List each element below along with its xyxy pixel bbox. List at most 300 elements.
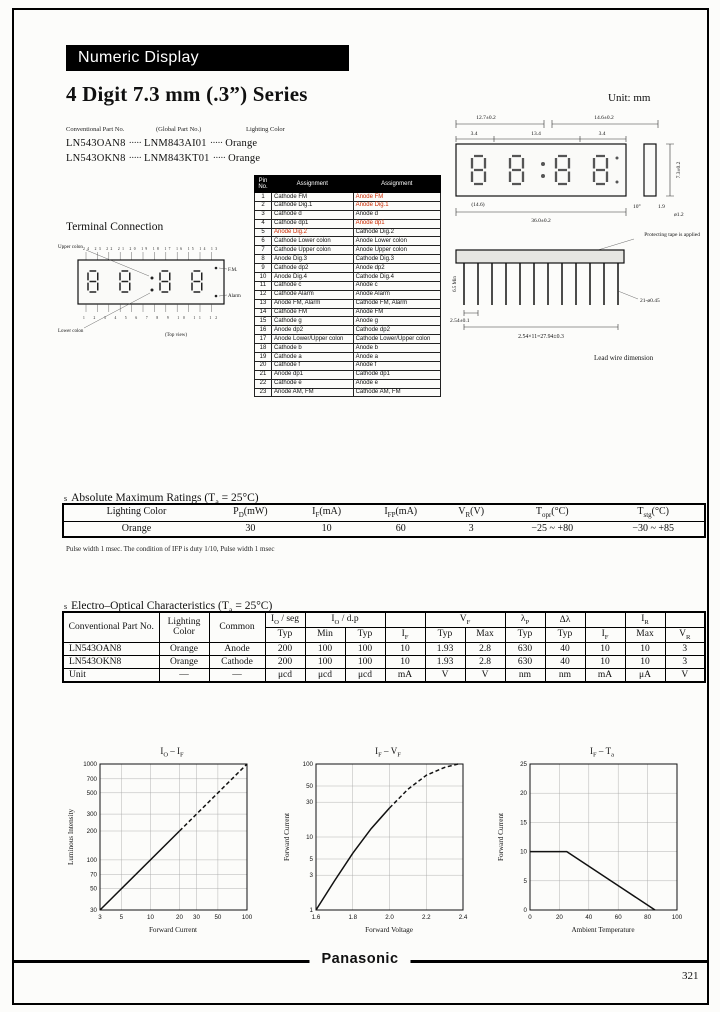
eoc-part-cell: Unit [63, 668, 159, 682]
chart-forward-current-vs-ambient-temperature [492, 742, 698, 954]
eoc-vf-header: $V_F$ [425, 612, 505, 627]
pin-number-cell: 21 [255, 370, 272, 379]
pin-number-cell: 1 [255, 193, 272, 202]
dim-6-5-min: 6.5 Min [453, 276, 458, 292]
chart-grid [530, 764, 677, 910]
part-number-block [66, 126, 346, 166]
svg-text:5: 5 [523, 877, 527, 885]
pin-table-row [255, 264, 441, 273]
eoc-value-cell: 1.93 [425, 642, 465, 655]
part-number-row [66, 151, 346, 166]
pin-no-header: Pin No. [255, 176, 272, 193]
top-view-label: (Top view) [164, 333, 188, 338]
pin-table-header-row [255, 176, 441, 193]
eoc-value-cell: V [465, 668, 505, 682]
electro-optical-characteristics-table [62, 611, 706, 683]
part-number-row [66, 136, 346, 151]
eoc-value-cell: 630 [505, 655, 545, 668]
assignment-2-cell: Cathode Dig.3 [353, 255, 440, 264]
eoc-subheader: Typ [545, 627, 585, 642]
section-header-label: Numeric Display [78, 49, 199, 66]
amr-column-header: $I_F(mA)$ [292, 504, 361, 521]
eoc-lambda-p-header: $\lambda_P$ [505, 612, 545, 627]
eoc-row [63, 655, 705, 668]
eoc-subheader: Typ [505, 627, 545, 642]
lighting-color-header: Lighting Color [246, 126, 285, 133]
eoc-table-body [63, 642, 705, 682]
eoc-color-cell: — [159, 668, 209, 682]
eoc-value-cell: 10 [385, 642, 425, 655]
eoc-value-cell: V [425, 668, 465, 682]
svg-text:20: 20 [555, 914, 563, 921]
eoc-value-cell: 2.8 [465, 642, 505, 655]
lower-colon-label: Lower colon [58, 329, 84, 334]
eoc-value-cell: 40 [545, 655, 585, 668]
pin-number-cell: 16 [255, 326, 272, 335]
svg-text:1000: 1000 [83, 761, 97, 768]
y-tick-labels [83, 761, 97, 914]
pin-table-row [255, 299, 441, 308]
x-axis-label: Forward Current [148, 926, 198, 934]
dim-3-4-left: 3.4 [470, 131, 478, 137]
eoc-delta-lambda-header: Δλ [545, 612, 585, 627]
pin-table-row [255, 255, 441, 264]
pin-number-cell: 20 [255, 361, 272, 370]
assignment-1-cell: Cathode f [272, 361, 354, 370]
assignment-2-cell: Cathode Lower/Upper colon [353, 335, 440, 344]
eoc-value-cell: V [665, 668, 705, 682]
svg-text:15: 15 [520, 819, 527, 827]
assignment-1-cell: Cathode d [272, 210, 354, 219]
pin-table-row [255, 237, 441, 246]
pin-number-cell: 10 [255, 273, 272, 282]
x-tick-labels [312, 914, 468, 921]
assignment-2-cell: Cathode Dig.2 [353, 228, 440, 237]
dim-14-6-ref: (14.6) [471, 202, 485, 208]
svg-text:500: 500 [86, 789, 97, 797]
svg-text:100: 100 [671, 914, 683, 921]
eoc-blank-header [385, 612, 425, 627]
eoc-value-cell: 100 [305, 642, 345, 655]
eoc-title-sub: a [228, 605, 233, 615]
svg-text:100: 100 [241, 914, 253, 921]
assignment-1-cell: Cathode Upper colon [272, 246, 354, 255]
width-dimension-line [456, 208, 626, 216]
eoc-value-cell: 100 [305, 655, 345, 668]
dim-lead-dia: 21-ø0.45 [640, 298, 660, 304]
pin-number-cell: 11 [255, 281, 272, 290]
chart-forward-current-vs-forward-voltage [278, 742, 482, 954]
amr-column-header: $T_{opr}(^\circ C)$ [502, 504, 602, 521]
amr-column-header: $P_D(mW)$ [209, 504, 292, 521]
conventional-part-no: LN543OKN8 [66, 153, 126, 164]
eoc-common-cell: Cathode [209, 655, 265, 668]
pin-table-row [255, 273, 441, 282]
terminal-connection-title: Terminal Connection [66, 221, 164, 233]
amr-value-cell: Orange [121, 523, 152, 535]
assignment-1-cell: Cathode dp1 [272, 219, 354, 228]
svg-text:3: 3 [98, 914, 102, 921]
assignment-2-cell: Cathode Dig.4 [353, 273, 440, 282]
section-header-bar [66, 45, 349, 71]
eoc-value-cell: 10 [585, 642, 625, 655]
chart-title: $I_F - V_F$ [375, 746, 401, 759]
svg-text:2.2: 2.2 [421, 914, 431, 921]
amr-value-cell: 60 [395, 523, 406, 535]
amr-column-header: $V_R(V)$ [440, 504, 502, 521]
eoc-value-cell: 10 [585, 655, 625, 668]
svg-text:80: 80 [644, 914, 652, 921]
pin-table-row [255, 317, 441, 326]
svg-text:25: 25 [520, 761, 527, 768]
amr-note: Pulse width 1 msec. The condition of IFP is duty 1/10, Pulse width 1 msec [66, 545, 275, 553]
amr-value-cell: 3 [468, 523, 474, 535]
global-part-no-header: (Global Part No.) [156, 126, 202, 133]
assignment-2-cell: Anode FM [353, 308, 440, 317]
pin-number-cell: 9 [255, 264, 272, 273]
eoc-color-cell: Orange [159, 642, 209, 655]
eoc-ir-header: $I_R$ [625, 612, 665, 627]
assignment-1-cell: Anode AM, FM [272, 388, 354, 397]
svg-text:40: 40 [585, 914, 593, 921]
svg-text:100: 100 [302, 761, 313, 768]
dots-separator: ····· [128, 153, 142, 164]
svg-text:70: 70 [90, 871, 97, 879]
pin-table-row [255, 353, 441, 362]
amr-value-cell: −30 ~ +85 [632, 523, 675, 535]
eoc-value-cell: 1.93 [425, 655, 465, 668]
global-part-no: LNM843KT01 [144, 153, 210, 164]
eoc-common-cell: Anode [209, 642, 265, 655]
assignment-2-cell: Anode FM [353, 193, 440, 202]
assignment-2-cell: Anode Alarm [353, 290, 440, 299]
dim-7-3: 7.3±0.2 [676, 161, 682, 179]
dots-separator: ····· [128, 138, 142, 149]
svg-text:0: 0 [523, 907, 527, 914]
assignment-2-cell: Anode a [353, 353, 440, 362]
eoc-subheader: $I_F$ [585, 627, 625, 642]
eoc-part-cell: LN543OKN8 [63, 655, 159, 668]
eoc-color-header: Lighting Color [159, 612, 209, 642]
eoc-value-cell: 3 [665, 655, 705, 668]
amr-value-cell: −25 ~ +80 [531, 523, 574, 535]
protecting-tape-note: Protecting tape is applied [644, 232, 700, 238]
chart-grid [316, 764, 463, 910]
x-tick-labels [98, 914, 252, 921]
pin-number-cell: 4 [255, 219, 272, 228]
eoc-value-cell: 10 [625, 655, 665, 668]
eoc-value-cell: 10 [625, 642, 665, 655]
x-axis-label: Forward Voltage [365, 926, 413, 934]
assignment-1-cell: Anode Lower/Upper colon [272, 335, 354, 344]
pin-number-cell: 3 [255, 210, 272, 219]
alarm-label: Alarm [228, 294, 241, 299]
amr-title-sub: a [215, 497, 219, 507]
x-axis-label: Ambient Temperature [571, 926, 635, 934]
dim-2-54: 2.54±0.1 [450, 318, 470, 324]
svg-text:5: 5 [119, 914, 124, 921]
curve-solid [100, 831, 180, 910]
amr-column-header: Lighting Color [63, 504, 209, 521]
svg-text:50: 50 [214, 914, 222, 921]
tape-leader [598, 239, 634, 250]
pin-number-cell: 13 [255, 299, 272, 308]
svg-text:1.8: 1.8 [348, 914, 358, 921]
assignment-1-cell: Cathode FM [272, 308, 354, 317]
amr-column-header: $T_{stg}(^\circ C)$ [602, 504, 705, 521]
pin-table-row [255, 281, 441, 290]
fm-indicator-dot [616, 157, 619, 160]
chart-plot-frame [530, 764, 677, 910]
pin-number-cell: 6 [255, 237, 272, 246]
assignment-1-cell: Anode Dig.4 [272, 273, 354, 282]
eoc-title-pre: Electro–Optical Characteristics (T [71, 600, 229, 612]
pin-number-cell: 22 [255, 379, 272, 388]
eoc-value-cell: 100 [345, 655, 385, 668]
dim-1-9: 1.9 [658, 204, 665, 210]
svg-text:100: 100 [86, 856, 97, 864]
assignment-1-cell: Cathode a [272, 353, 354, 362]
page-title: 4 Digit 7.3 mm (.3”) Series [66, 82, 308, 106]
conventional-part-no-header: Conventional Part No. [66, 126, 125, 133]
eoc-value-cell: nm [545, 668, 585, 682]
section-marker: s [64, 494, 68, 503]
top-pin-ticks [86, 252, 211, 260]
svg-text:0: 0 [528, 914, 532, 921]
assignment-1-cell: Anode dp2 [272, 326, 354, 335]
assignment-2-cell: Anode f [353, 361, 440, 370]
pin-table-row [255, 193, 441, 202]
pin-number-cell: 23 [255, 388, 272, 397]
eoc-subheader: $I_F$ [385, 627, 425, 642]
assignment-2-cell: Anode b [353, 344, 440, 353]
pitch-dimension-lines [464, 310, 618, 330]
top-dimension-lines [456, 120, 658, 142]
upper-colon-dot [151, 277, 154, 280]
eoc-value-cell: 40 [545, 642, 585, 655]
pin-table-row [255, 228, 441, 237]
eoc-subheader: Min [305, 627, 345, 642]
eoc-subheader: Max [465, 627, 505, 642]
eoc-io-dp-header: $I_O / d.p$ [305, 612, 385, 627]
amr-value-cell: 10 [321, 523, 332, 535]
eoc-subheader: Max [625, 627, 665, 642]
assignment-2-cell: Cathode dp2 [353, 326, 440, 335]
svg-text:700: 700 [86, 775, 97, 783]
pin-number-cell: 17 [255, 335, 272, 344]
eoc-value-cell: 3 [665, 642, 705, 655]
eoc-value-cell: 200 [265, 655, 305, 668]
panasonic-logo: Panasonic [309, 951, 410, 967]
display-outline [78, 260, 224, 304]
page-number: 321 [682, 970, 699, 982]
svg-text:300: 300 [86, 811, 97, 819]
assignment-2-cell: Anode dp1 [353, 219, 440, 228]
svg-text:5: 5 [309, 856, 313, 863]
eoc-io-seg-header: $I_O$ / seg [265, 612, 305, 627]
svg-text:20: 20 [176, 914, 183, 921]
eoc-color-cell: Orange [159, 655, 209, 668]
pin-number-cell: 15 [255, 317, 272, 326]
lead-pins [464, 263, 618, 305]
assignment-1-cell: Cathode e [272, 379, 354, 388]
assignment-2-header: Assignment [353, 176, 440, 193]
assignment-1-cell: Cathode Dig.1 [272, 201, 354, 210]
svg-text:10: 10 [306, 834, 313, 841]
pin-table-body [255, 193, 441, 397]
pin-table-row [255, 370, 441, 379]
eoc-row [63, 642, 705, 655]
svg-text:200: 200 [86, 828, 97, 835]
eoc-part-header: Conventional Part No. [63, 612, 159, 642]
eoc-value-cell: μcd [305, 668, 345, 682]
assignment-1-header: Assignment [272, 176, 354, 193]
y-axis-label: Luminous Intensity [67, 808, 75, 866]
assignment-2-cell: Anode e [353, 379, 440, 388]
eoc-subheader: Typ [265, 627, 305, 642]
pin-number-cell: 12 [255, 290, 272, 299]
assignment-1-cell: Cathode dp2 [272, 264, 354, 273]
pin-table-row [255, 210, 441, 219]
eoc-blank-header [665, 612, 705, 627]
amr-values-row [63, 521, 705, 537]
assignment-2-cell: Anode Dig.1 [353, 201, 440, 210]
assignment-2-cell: Anode d [353, 210, 440, 219]
eoc-value-cell: μcd [265, 668, 305, 682]
eoc-value-cell: 10 [385, 655, 425, 668]
pin-number-cell: 14 [255, 308, 272, 317]
pin-assignment-table [254, 175, 441, 397]
eoc-value-cell: nm [505, 668, 545, 682]
svg-text:2.4: 2.4 [458, 914, 468, 921]
pin-table-row [255, 308, 441, 317]
pin-table-row [255, 344, 441, 353]
dim-dia-1-2: ø1.2 [674, 212, 684, 218]
eoc-value-cell: 100 [345, 642, 385, 655]
y-tick-labels [520, 761, 527, 914]
svg-text:30: 30 [193, 914, 200, 921]
assignment-2-cell: Cathode FM, Alarm [353, 299, 440, 308]
assignment-1-cell: Cathode Lower colon [272, 237, 354, 246]
side-view-outline [644, 144, 656, 196]
alarm-indicator-dot [616, 181, 619, 184]
pin-table-row [255, 290, 441, 299]
eoc-row [63, 668, 705, 682]
pin-number-cell: 5 [255, 228, 272, 237]
bottom-pin-numbers: 1 2 3 4 5 6 7 8 9 10 11 12 [83, 316, 217, 320]
dots-separator: ····· [212, 153, 226, 164]
unit-note: Unit: mm [608, 92, 651, 104]
chart-title: $I_O - I_F$ [160, 746, 184, 759]
dim-14-6: 14.6±0.2 [594, 115, 614, 121]
dim-3-4-right: 3.4 [598, 131, 606, 137]
x-tick-labels [528, 914, 682, 921]
global-part-no: LNM843AI01 [144, 138, 207, 149]
section-marker: s [64, 602, 68, 611]
pin-table-row [255, 335, 441, 344]
pin-number-cell: 2 [255, 201, 272, 210]
assignment-2-cell: Anode g [353, 317, 440, 326]
assignment-2-cell: Anode c [353, 281, 440, 290]
height-dimension-line [666, 144, 674, 196]
fm-label: F.M. [228, 268, 238, 273]
eoc-title-post: = 25°C) [232, 600, 273, 612]
pin-table-row [255, 388, 441, 397]
top-pin-numbers: 24 23 22 21 20 19 18 17 16 15 14 13 [83, 247, 217, 251]
lower-colon-dot [541, 174, 545, 178]
absolute-maximum-ratings-table [62, 503, 706, 538]
amr-title-post: = 25°C) [218, 492, 259, 504]
eoc-value-cell: mA [385, 668, 425, 682]
lead-dia-leader [618, 291, 638, 299]
eoc-value-cell: mA [585, 668, 625, 682]
chart-luminous-intensity-vs-forward-current [62, 742, 266, 954]
curve-dashed [180, 764, 248, 831]
amr-value-cell: 30 [245, 523, 256, 535]
dim-12-7: 12.7±0.2 [476, 115, 496, 121]
assignment-1-cell: Cathode FM [272, 193, 354, 202]
svg-text:10: 10 [147, 914, 154, 921]
pin-table-row [255, 201, 441, 210]
pin-number-cell: 8 [255, 255, 272, 264]
pin-number-cell: 19 [255, 353, 272, 362]
eoc-subheader: $V_R$ [665, 627, 705, 642]
svg-text:50: 50 [306, 783, 313, 790]
pin-table-row [255, 246, 441, 255]
conventional-part-no: LN543OAN8 [66, 138, 126, 149]
dim-27-94: 2.54×11=27.94±0.3 [518, 334, 564, 340]
lower-colon-dot [151, 289, 154, 292]
assignment-2-cell: Anode dp2 [353, 264, 440, 273]
svg-text:1.6: 1.6 [311, 914, 321, 921]
svg-text:10: 10 [520, 848, 527, 856]
pin-table-row [255, 326, 441, 335]
eoc-common-header: Common [209, 612, 265, 642]
upper-colon-label: Upper colon [58, 245, 83, 250]
eoc-header-row-1 [63, 612, 705, 627]
part-number-column-headers [66, 126, 346, 136]
y-tick-labels [303, 761, 314, 914]
svg-text:3: 3 [309, 872, 313, 880]
eoc-value-cell: 200 [265, 642, 305, 655]
pin-table-row [255, 219, 441, 228]
package-outline-drawing [448, 108, 706, 380]
dim-13-4: 13.4 [531, 131, 541, 137]
eoc-subheader: Typ [425, 627, 465, 642]
assignment-1-cell: Cathode Alarm [272, 290, 354, 299]
pin-number-cell: 18 [255, 344, 272, 353]
eoc-common-cell: — [209, 668, 265, 682]
pin-table-row [255, 361, 441, 370]
eoc-value-cell: μA [625, 668, 665, 682]
dim-36-0: 36.0±0.2 [531, 218, 551, 224]
assignment-2-cell: Anode Lower colon [353, 237, 440, 246]
svg-text:1: 1 [309, 907, 313, 914]
assignment-1-cell: Cathode b [272, 344, 354, 353]
assignment-1-cell: Anode Dig.3 [272, 255, 354, 264]
eoc-value-cell: 2.8 [465, 655, 505, 668]
upper-colon-dot [541, 162, 545, 166]
svg-text:20: 20 [520, 790, 527, 798]
y-axis-label: Forward Current [283, 812, 291, 862]
eoc-blank-header [585, 612, 625, 627]
assignment-1-cell: Anode FM, Alarm [272, 299, 354, 308]
bottom-pin-ticks [86, 304, 211, 312]
svg-text:50: 50 [90, 885, 97, 893]
assignment-1-cell: Cathode c [272, 281, 354, 290]
assignment-2-cell: Cathode AM, FM [353, 388, 440, 397]
dots-separator: ····· [209, 138, 223, 149]
